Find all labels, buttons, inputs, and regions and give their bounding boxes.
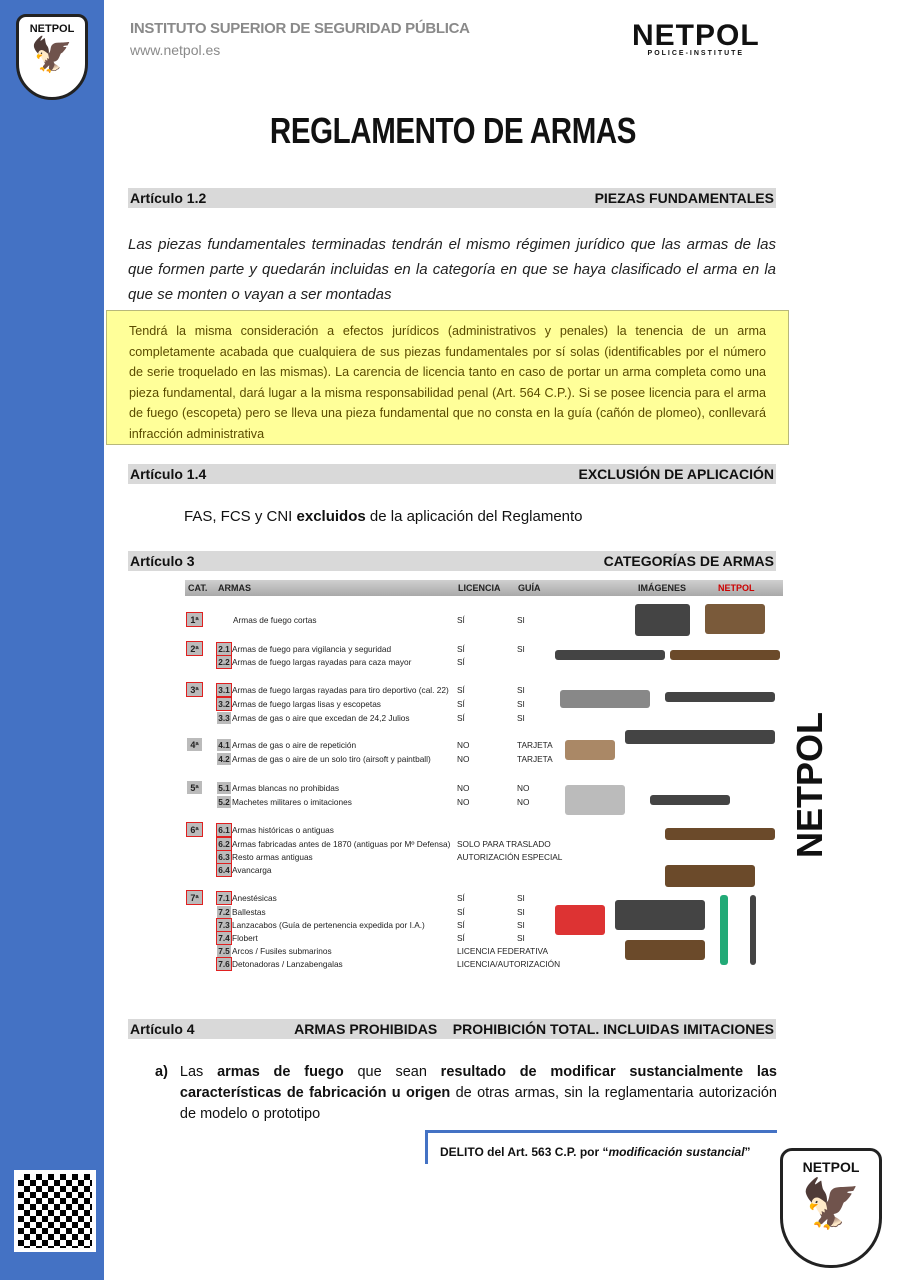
table-row bbox=[185, 863, 555, 876]
category-badge: 7ª bbox=[187, 891, 202, 904]
license-value: SÍ bbox=[457, 684, 465, 695]
guide-value: NO bbox=[517, 796, 530, 807]
subcategory-code: 4.2 bbox=[218, 753, 230, 764]
table-row bbox=[185, 837, 555, 850]
knives-image bbox=[565, 785, 625, 815]
weapon-type: Armas de fuego para vigilancia y seguridad bbox=[232, 643, 392, 654]
weapon-type: Flobert bbox=[232, 932, 258, 943]
guide-value: SI bbox=[517, 643, 525, 654]
speargun-image bbox=[720, 895, 728, 965]
subcategory-code: 7.1 bbox=[218, 892, 230, 903]
table-row bbox=[185, 823, 555, 836]
table-row bbox=[185, 781, 555, 794]
guide-value: SI bbox=[517, 614, 525, 625]
license-value: SÍ bbox=[457, 614, 465, 625]
revolver-image bbox=[705, 604, 765, 634]
category-badge: 1ª bbox=[187, 613, 202, 626]
license-value: SÍ bbox=[457, 932, 465, 943]
hunting-rifle-image bbox=[670, 650, 780, 660]
guide-value: SI bbox=[517, 712, 525, 723]
weapon-type: Armas de fuego largas rayadas para tiro deportivo (cal. 22) bbox=[232, 684, 449, 695]
category-badge: 6ª bbox=[187, 823, 202, 836]
article-1-4-text: FAS, FCS y CNI excluidos de la aplicación del Reglamento bbox=[184, 508, 583, 525]
weapon-type: Anestésicas bbox=[232, 892, 277, 903]
subcategory-code: 3.3 bbox=[218, 712, 230, 723]
subcategory-code: 2.1 bbox=[218, 643, 230, 654]
license-value: NO bbox=[457, 782, 470, 793]
eagle-icon: 🦅 bbox=[30, 36, 74, 74]
crossbow-image bbox=[615, 900, 705, 930]
subcategory-code: 4.1 bbox=[218, 739, 230, 750]
article-1-2-header: Artículo 1.2 PIEZAS FUNDAMENTALES bbox=[130, 190, 774, 206]
license-value: SOLO PARA TRASLADO bbox=[457, 838, 551, 849]
air-rifle-image bbox=[625, 730, 775, 744]
table-header: CAT. ARMAS LICENCIA GUÍA IMÁGENES NETPOL bbox=[185, 580, 783, 596]
weapon-type: Armas de fuego cortas bbox=[233, 614, 317, 625]
guide-value: SI bbox=[517, 932, 525, 943]
subcategory-code: 3.1 bbox=[218, 684, 230, 695]
guide-value: TARJETA bbox=[517, 739, 553, 750]
table-row bbox=[185, 711, 555, 724]
subcategory-code: 6.1 bbox=[218, 824, 230, 835]
website-link[interactable]: www.netpol.es bbox=[130, 42, 221, 58]
vertical-netpol-logo: NETPOL bbox=[789, 711, 831, 859]
delito-callout: DELITO del Art. 563 C.P. por “modificación sustancial” bbox=[425, 1130, 777, 1164]
subcategory-code: 7.6 bbox=[218, 958, 230, 969]
weapon-images bbox=[555, 600, 780, 965]
weapon-type: Armas de gas o aire de un solo tiro (airsoft y paintball) bbox=[232, 753, 431, 764]
weapon-type: Armas de fuego largas lisas y escopetas bbox=[232, 698, 381, 709]
category-badge: 5ª bbox=[187, 781, 202, 794]
eagle-icon: 🦅 bbox=[801, 1178, 861, 1231]
subcategory-code: 5.2 bbox=[218, 796, 230, 807]
air-pistol-image bbox=[565, 740, 615, 760]
netpol-footer-logo: NETPOL 🦅 bbox=[780, 1148, 882, 1268]
crossbow-2-image bbox=[625, 940, 705, 960]
weapon-type: Detonadoras / Lanzabengalas bbox=[232, 958, 343, 969]
subcategory-code: 2.2 bbox=[218, 656, 230, 667]
table-row bbox=[185, 944, 555, 957]
category-badge: 4ª bbox=[187, 738, 202, 751]
weapon-type: Armas de fuego largas rayadas para caza mayor bbox=[232, 656, 412, 667]
table-row bbox=[185, 795, 555, 808]
article-1-4-header: Artículo 1.4 EXCLUSIÓN DE APLICACIÓN bbox=[130, 466, 774, 482]
guide-value: SI bbox=[517, 684, 525, 695]
guide-value: SI bbox=[517, 919, 525, 930]
shotgun-image bbox=[665, 692, 775, 702]
article-4-item-a: a) Las armas de fuego que sean resultado de modificar sustancialmente las características de fabricación u origen de otras armas, sin la reglamentaria autorización de modelo o prototipo bbox=[155, 1064, 777, 1122]
table-row bbox=[185, 850, 563, 863]
subcategory-code: 7.3 bbox=[218, 919, 230, 930]
antique-pistol-image bbox=[665, 865, 755, 887]
license-value: AUTORIZACIÓN ESPECIAL bbox=[457, 851, 563, 862]
table-row bbox=[185, 655, 555, 668]
article-3-header: Artículo 3 CATEGORÍAS DE ARMAS bbox=[130, 553, 774, 569]
license-value: NO bbox=[457, 739, 470, 750]
guide-value: SI bbox=[517, 892, 525, 903]
weapon-type: Resto armas antiguas bbox=[232, 851, 313, 862]
license-value: SÍ bbox=[457, 919, 465, 930]
table-row bbox=[185, 697, 555, 710]
table-row bbox=[185, 918, 555, 931]
license-value: SÍ bbox=[457, 906, 465, 917]
sticky-note: Tendrá la misma consideración a efectos jurídicos (administrativos y penales) la tenencia de un arma completamente acabada que cualquiera de sus piezas fundamentales por sí solas (identificables por el número de serie troquelado en las mismas). La carencia de licencia tanto en caso de portar un arma completa como una pieza fundamental, dará lugar a la misma responsabilidad penal (Art. 564 C.P.). Si se posee licencia para el arma de fuego (escopeta) pero se lleva una pieza fundamental que no consta en la guía (cañón de plomeo), conllevará infracción administrativa bbox=[106, 310, 789, 445]
guide-value: NO bbox=[517, 782, 530, 793]
license-value: LICENCIA FEDERATIVA bbox=[457, 945, 548, 956]
article-4-header: Artículo 4 ARMAS PROHIBIDAS PROHIBICIÓN TOTAL. INCLUIDAS IMITACIONES bbox=[130, 1021, 774, 1037]
table-row bbox=[185, 891, 555, 904]
category-badge: 3ª bbox=[187, 683, 202, 696]
weapon-type: Avancarga bbox=[232, 864, 272, 875]
subcategory-code: 7.4 bbox=[218, 932, 230, 943]
license-value: SÍ bbox=[457, 698, 465, 709]
flare-gun-image bbox=[555, 905, 605, 935]
subcategory-code: 6.3 bbox=[218, 851, 230, 862]
license-value: SÍ bbox=[457, 892, 465, 903]
weapon-type: Ballestas bbox=[232, 906, 266, 917]
subcategory-code: 5.1 bbox=[218, 782, 230, 793]
table-row bbox=[185, 683, 555, 696]
machete-image bbox=[650, 795, 730, 805]
weapon-type: Lanzacabos (Guía de pertenencia expedida por I.A.) bbox=[232, 919, 425, 930]
weapon-type: Arcos / Fusiles submarinos bbox=[232, 945, 332, 956]
netpol-brand-logo: NETPOL POLICE-INSTITUTE bbox=[632, 19, 760, 57]
table-row bbox=[185, 931, 555, 944]
table-row bbox=[185, 642, 555, 655]
license-value: SÍ bbox=[457, 656, 465, 667]
weapon-type: Armas históricas o antiguas bbox=[232, 824, 334, 835]
license-value: NO bbox=[457, 796, 470, 807]
article-1-2-text: Las piezas fundamentales terminadas tendrán el mismo régimen jurídico que las armas de las que formen parte y quedarán incluidas en la categoría en que se haya clasificado el arma en la que se monten o vayan a ser montadas bbox=[128, 236, 776, 303]
qr-code[interactable] bbox=[14, 1170, 96, 1252]
subcategory-code: 7.5 bbox=[218, 945, 230, 956]
table-row bbox=[185, 957, 561, 970]
rifle-image bbox=[555, 650, 665, 660]
subcategory-code: 6.2 bbox=[218, 838, 230, 849]
institute-name: INSTITUTO SUPERIOR DE SEGURIDAD PÚBLICA bbox=[130, 20, 470, 37]
netpol-shield-logo: NETPOL 🦅 bbox=[16, 14, 88, 100]
weapon-type: Armas de gas o aire que excedan de 24,2 Julios bbox=[232, 712, 410, 723]
weapon-categories-table bbox=[185, 580, 783, 968]
weapon-type: Machetes militares o imitaciones bbox=[232, 796, 352, 807]
guide-value: TARJETA bbox=[517, 753, 553, 764]
license-value: NO bbox=[457, 753, 470, 764]
sidebar-band bbox=[0, 0, 104, 1280]
guide-value: SI bbox=[517, 698, 525, 709]
subcategory-code: 6.4 bbox=[218, 864, 230, 875]
weapon-type: Armas fabricadas antes de 1870 (antiguas por Mº Defensa) bbox=[232, 838, 451, 849]
category-badge: 2ª bbox=[187, 642, 202, 655]
license-value: SÍ bbox=[457, 643, 465, 654]
license-value: LICENCIA/AUTORIZACIÓN bbox=[457, 958, 561, 969]
subcategory-code: 7.2 bbox=[218, 906, 230, 917]
table-row bbox=[185, 905, 555, 918]
table-row bbox=[185, 752, 555, 765]
antique-rifle-image bbox=[665, 828, 775, 840]
page-title: REGLAMENTO DE ARMAS bbox=[269, 110, 637, 151]
subcategory-code: 3.2 bbox=[218, 698, 230, 709]
table-row bbox=[185, 613, 555, 626]
weapon-type: Armas de gas o aire de repetición bbox=[232, 739, 357, 750]
sport-rifle-image bbox=[560, 690, 650, 708]
table-row bbox=[185, 738, 555, 751]
weapon-type: Armas blancas no prohibidas bbox=[232, 782, 339, 793]
harpoon-image bbox=[750, 895, 756, 965]
license-value: SÍ bbox=[457, 712, 465, 723]
pistol-image bbox=[635, 604, 690, 636]
guide-value: SI bbox=[517, 906, 525, 917]
